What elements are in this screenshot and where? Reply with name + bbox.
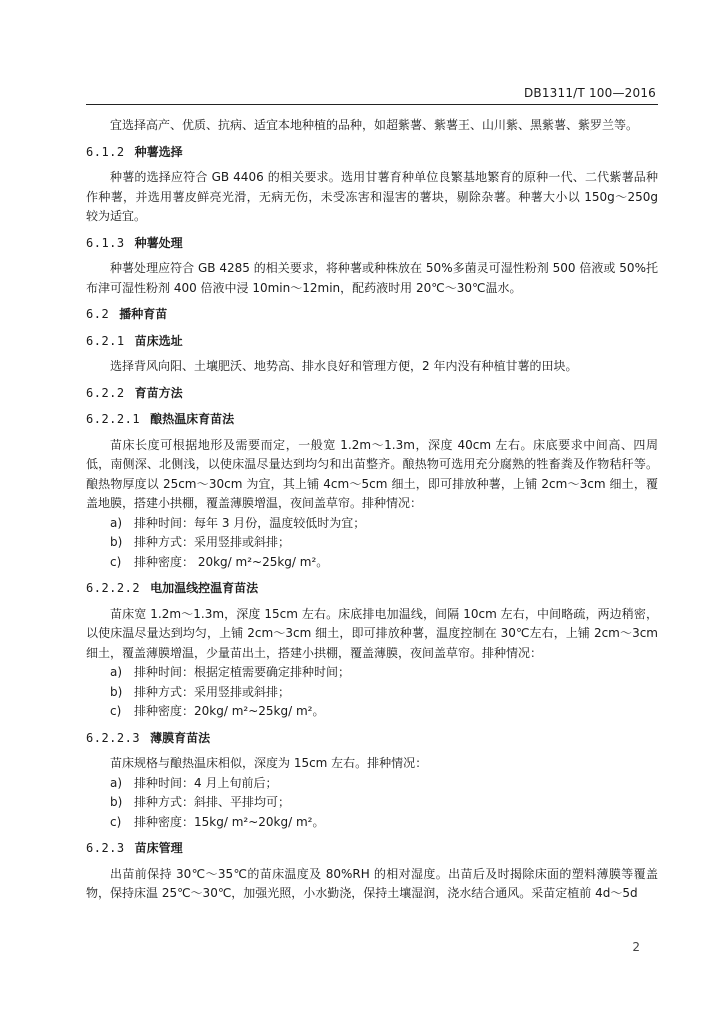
section-title: 育苗方法 bbox=[134, 385, 183, 400]
section-title: 播种育苗 bbox=[119, 307, 168, 321]
section-title: 电加温线控温育苗法 bbox=[150, 581, 259, 595]
list-marker: a) bbox=[110, 515, 123, 530]
section-heading bbox=[86, 234, 658, 254]
paragraph: 种薯的选择应符合 GB 4406 的相关要求。选用甘薯育种单位良繁基地繁育的原种一代、二代紫薯品种作种薯，并选用薯皮鲜亮光滑，无病无伤，未受冻害和湿害的薯块，剔除杂薯。种薯大小以 150g～250g 较为适宜。 bbox=[86, 170, 658, 223]
list-item-text: 排种时间：根据定植需要确定排种时间； bbox=[134, 665, 351, 679]
section-number: 6.2 bbox=[86, 307, 110, 321]
list-marker: b) bbox=[110, 684, 123, 699]
list-item bbox=[86, 663, 658, 683]
section-heading bbox=[86, 579, 658, 599]
section-title: 酿热温床育苗法 bbox=[150, 412, 235, 426]
paragraph: 苗床规格与酿热温床相似，深度为 15cm 左右。排种情况： bbox=[110, 756, 428, 770]
paragraph: 种薯处理应符合 GB 4285 的相关要求，将种薯或种株放在 50%多菌灵可湿性粉剂 500 倍液或 50%托布津可湿性粉剂 400 倍液中浸 10min～12min，配药液时用 20℃～30℃温水。 bbox=[86, 261, 658, 295]
list-item bbox=[86, 533, 658, 553]
list-item bbox=[86, 702, 658, 722]
list-item bbox=[86, 774, 658, 794]
paragraph: 苗床宽 1.2m～1.3m，深度 15cm 左右。床底排电加温线，间隔 10cm 左右，中间略疏，两边稍密，以使床温尽量达到均匀，上铺 2cm～3cm 细土，即可排放种薯，温度控制在 30℃左右，上铺 2cm～3cm 细土，覆盖薄膜增温，少量苗出土，搭建小拱棚，覆盖薄膜，夜间盖草帘。排种情况： bbox=[86, 606, 658, 660]
list-marker: c) bbox=[110, 704, 122, 718]
section-title: 种薯选择 bbox=[134, 144, 183, 159]
section-heading bbox=[86, 305, 658, 325]
list-item bbox=[86, 683, 658, 703]
section-number: 6.2.2.3 bbox=[86, 730, 141, 745]
section-title: 苗床管理 bbox=[134, 841, 183, 855]
list-item-text: 排种密度：15kg/ m²~20kg/ m²。 bbox=[134, 814, 325, 829]
page-number: 2 bbox=[632, 940, 640, 954]
section-title: 薄膜育苗法 bbox=[150, 730, 211, 745]
section-number: 6.2.1 bbox=[86, 333, 125, 348]
header-rule bbox=[86, 104, 658, 105]
list-marker: c) bbox=[110, 554, 122, 569]
paragraph: 宜选择高产、优质、抗病、适宜本地种植的品种，如超紫薯、紫薯王、山川紫、黑紫薯、紫罗兰等。 bbox=[110, 118, 639, 132]
section-number: 6.1.2 bbox=[86, 144, 125, 159]
paragraph: 选择背风向阳、土壤肥沃、地势高、排水良好和管理方便，2 年内没有种植甘薯的田块。 bbox=[110, 359, 578, 373]
section-number: 6.2.2.2 bbox=[86, 581, 141, 595]
section-heading bbox=[86, 839, 658, 859]
list-item-text: 排种时间：每年 3 月份，温度较低时为宜； bbox=[134, 515, 366, 530]
section-number: 6.1.3 bbox=[86, 235, 125, 250]
list-marker: c) bbox=[110, 814, 122, 829]
section-number: 6.2.2.1 bbox=[86, 412, 141, 426]
list-item bbox=[86, 793, 658, 813]
list-marker: b) bbox=[110, 535, 123, 549]
paragraph: 出苗前保持 30℃～35℃的苗床温度及 80%RH 的相对湿度。出苗后及时揭除床面的塑料薄膜等覆盖物，保持床温 25℃～30℃，加强光照，小水勤浇，保持土壤湿润，浇水结合通风。采苗定植前 4d～5d bbox=[86, 866, 658, 900]
list-item-text: 排种密度：20kg/ m²~25kg/ m²。 bbox=[134, 704, 325, 718]
list-item-text: 排种密度： 20kg/ m²~25kg/ m²。 bbox=[134, 554, 329, 569]
list-marker: a) bbox=[110, 775, 123, 790]
document-body bbox=[86, 116, 658, 904]
section-heading bbox=[86, 332, 658, 352]
list-item-text: 排种方式：斜排、平排均可； bbox=[134, 795, 291, 809]
list-marker: b) bbox=[110, 795, 123, 809]
list-item bbox=[86, 553, 658, 573]
section-heading bbox=[86, 729, 658, 749]
list-item bbox=[86, 813, 658, 833]
section-title: 种薯处理 bbox=[134, 235, 183, 250]
list-marker: a) bbox=[110, 665, 123, 679]
section-heading bbox=[86, 410, 658, 430]
list-item-text: 排种方式：采用竖排或斜排； bbox=[134, 535, 291, 549]
list-item bbox=[86, 514, 658, 534]
list-item-text: 排种时间：4 月上旬前后； bbox=[134, 775, 278, 790]
document-code: DB1311/T 100—2016 bbox=[523, 86, 656, 100]
section-heading bbox=[86, 143, 658, 163]
paragraph: 苗床长度可根据地形及需要而定，一般宽 1.2m～1.3m，深度 40cm 左右。床底要求中间高、四周低，南侧深、北侧浅，以使床温尽量达到均匀和出苗整齐。酿热物可选用充分腐熟的牲畜粪及作物秸秆等。酿热物厚度以 25cm～30cm 为宜，其上铺 4cm～5cm 细土，即可排放种薯，上铺 2cm～3cm 细土，覆盖地膜，搭建小拱棚，覆盖薄膜增温，夜间盖草帘。排种情况： bbox=[86, 437, 658, 510]
section-title: 苗床选址 bbox=[134, 333, 183, 348]
section-number: 6.2.2 bbox=[86, 385, 125, 400]
list-item-text: 排种方式：采用竖排或斜排； bbox=[134, 684, 291, 699]
section-heading bbox=[86, 384, 658, 404]
section-number: 6.2.3 bbox=[86, 841, 125, 855]
